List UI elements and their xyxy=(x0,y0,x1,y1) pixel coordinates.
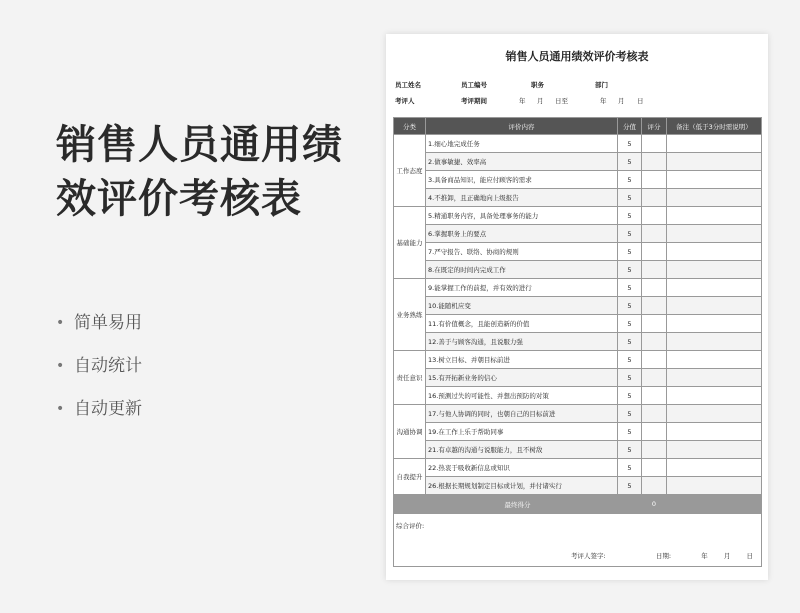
feature-label: 自动更新 xyxy=(74,399,142,419)
item-text: 11.有价值概念，且能创造新的价值 xyxy=(426,315,618,333)
note-cell[interactable] xyxy=(667,333,762,351)
comment-area[interactable] xyxy=(394,514,762,567)
item-text: 12.善于与顾客沟通，且说服力强 xyxy=(426,333,618,351)
bullet-icon: • xyxy=(56,315,65,331)
table-row xyxy=(394,261,762,279)
item-text: 16.预测过失的可能性、并想出预防的对策 xyxy=(426,387,618,405)
header-category: 分类 xyxy=(394,118,426,135)
total-note-cell xyxy=(667,495,762,514)
employee-name-label: 员工姓名 xyxy=(395,81,421,89)
rating-cell[interactable] xyxy=(642,189,667,207)
item-score: 5 xyxy=(618,135,642,153)
employee-id-label: 员工编号 xyxy=(461,81,487,89)
rating-cell[interactable] xyxy=(642,279,667,297)
item-text: 17.与他人协调的同时，也朝自己的目标前进 xyxy=(426,405,618,423)
table-row xyxy=(394,459,762,477)
item-score: 5 xyxy=(618,297,642,315)
item-text: 8.在既定的时间内完成工作 xyxy=(426,261,618,279)
table-row xyxy=(394,369,762,387)
rating-cell[interactable] xyxy=(642,459,667,477)
table-row xyxy=(394,243,762,261)
note-cell[interactable] xyxy=(667,279,762,297)
table-row xyxy=(394,153,762,171)
evaluator-label: 考评人 xyxy=(395,97,415,105)
item-score: 5 xyxy=(618,315,642,333)
item-text: 2.做事敏捷、效率高 xyxy=(426,153,618,171)
note-cell[interactable] xyxy=(667,135,762,153)
table-row xyxy=(394,207,762,225)
rating-cell[interactable] xyxy=(642,441,667,459)
item-score: 5 xyxy=(618,459,642,477)
item-score: 5 xyxy=(618,279,642,297)
item-text: 21.有卓越的沟通与说服能力，且不树敌 xyxy=(426,441,618,459)
period-start-year: 年 xyxy=(519,97,526,105)
note-cell[interactable] xyxy=(667,423,762,441)
total-row xyxy=(394,495,762,514)
date-month: 月 xyxy=(723,552,731,560)
note-cell[interactable] xyxy=(667,243,762,261)
category-cell: 业务熟练 xyxy=(394,279,426,351)
header-score: 分值 xyxy=(618,118,642,135)
feature-label: 简单易用 xyxy=(74,313,142,333)
date-label: 日期: xyxy=(655,552,672,560)
table-row xyxy=(394,225,762,243)
period-start-day-to: 日至 xyxy=(555,97,568,105)
feature-label: 自动统计 xyxy=(74,356,142,376)
rating-cell[interactable] xyxy=(642,405,667,423)
item-text: 15.有开拓新业务的信心 xyxy=(426,369,618,387)
position-label: 职务 xyxy=(531,81,544,89)
item-text: 1.细心地完成任务 xyxy=(426,135,618,153)
item-score: 5 xyxy=(618,207,642,225)
item-score: 5 xyxy=(618,405,642,423)
table-row xyxy=(394,135,762,153)
item-score: 5 xyxy=(618,423,642,441)
item-score: 5 xyxy=(618,351,642,369)
period-start-month: 月 xyxy=(537,97,544,105)
item-text: 3.具备商品知识，能应付顾客的需求 xyxy=(426,171,618,189)
period-end-year: 年 xyxy=(600,97,607,105)
feature-item xyxy=(56,398,142,441)
header-content: 评价内容 xyxy=(426,118,618,135)
rating-cell[interactable] xyxy=(642,477,667,495)
header-rating: 评分 xyxy=(642,118,667,135)
item-text: 7.严守报告、联络、协商的规则 xyxy=(426,243,618,261)
evaluation-table xyxy=(393,117,762,567)
table-row xyxy=(394,477,762,495)
rating-cell[interactable] xyxy=(642,387,667,405)
rating-cell[interactable] xyxy=(642,225,667,243)
table-row xyxy=(394,189,762,207)
category-cell: 工作态度 xyxy=(394,135,426,207)
note-cell[interactable] xyxy=(667,405,762,423)
header-note: 备注（低于3分时需说明） xyxy=(667,118,762,135)
note-cell[interactable] xyxy=(667,297,762,315)
signature-label: 考评人签字: xyxy=(570,552,606,560)
item-text: 26.根据长期规划制定目标或计划，并付诸实行 xyxy=(426,477,618,495)
table-row xyxy=(394,423,762,441)
table-row xyxy=(394,387,762,405)
period-end-month: 月 xyxy=(618,97,625,105)
note-cell[interactable] xyxy=(667,207,762,225)
rating-cell[interactable] xyxy=(642,243,667,261)
rating-cell[interactable] xyxy=(642,351,667,369)
item-score: 5 xyxy=(618,441,642,459)
note-cell[interactable] xyxy=(667,171,762,189)
note-cell[interactable] xyxy=(667,351,762,369)
bullet-icon: • xyxy=(56,401,65,417)
total-label: 最终得分 xyxy=(394,495,642,514)
comment-label: 综合评价: xyxy=(396,522,425,530)
note-cell[interactable] xyxy=(667,387,762,405)
item-text: 22.热衷于吸收新信息或知识 xyxy=(426,459,618,477)
item-score: 5 xyxy=(618,369,642,387)
note-cell[interactable] xyxy=(667,459,762,477)
item-score: 5 xyxy=(618,225,642,243)
rating-cell[interactable] xyxy=(642,135,667,153)
item-text: 13.树立目标、并朝目标前进 xyxy=(426,351,618,369)
headline xyxy=(56,118,343,226)
note-cell[interactable] xyxy=(667,315,762,333)
rating-cell[interactable] xyxy=(642,261,667,279)
rating-cell[interactable] xyxy=(642,207,667,225)
rating-cell[interactable] xyxy=(642,333,667,351)
item-text: 19.在工作上乐于帮助同事 xyxy=(426,423,618,441)
category-cell: 责任意识 xyxy=(394,351,426,405)
note-cell[interactable] xyxy=(667,441,762,459)
rating-cell[interactable] xyxy=(642,297,667,315)
item-text: 4.不推卸，且正确地向上级报告 xyxy=(426,189,618,207)
sheet-title: 销售人员通用绩效评价考核表 xyxy=(505,50,649,63)
item-score: 5 xyxy=(618,243,642,261)
category-cell: 沟通协调 xyxy=(394,405,426,459)
item-score: 5 xyxy=(618,189,642,207)
headline-line-1: 销售人员通用绩 xyxy=(56,122,343,168)
item-score: 5 xyxy=(618,153,642,171)
item-text: 5.精通职务内容，具备处理事务的能力 xyxy=(426,207,618,225)
item-score: 5 xyxy=(618,171,642,189)
table-row xyxy=(394,297,762,315)
rating-cell[interactable] xyxy=(642,153,667,171)
table-row xyxy=(394,279,762,297)
rating-cell[interactable] xyxy=(642,369,667,387)
bullet-icon: • xyxy=(56,358,65,374)
item-score: 5 xyxy=(618,333,642,351)
summary-row xyxy=(394,514,762,567)
headline-line-2: 效评价考核表 xyxy=(56,176,302,222)
rating-cell[interactable] xyxy=(642,171,667,189)
period-end-day: 日 xyxy=(637,97,644,105)
table-row xyxy=(394,351,762,369)
item-score: 5 xyxy=(618,261,642,279)
item-text: 9.能掌握工作的前提，并有效的进行 xyxy=(426,279,618,297)
feature-item xyxy=(56,312,142,355)
table-row xyxy=(394,315,762,333)
category-cell: 自我提升 xyxy=(394,459,426,495)
note-cell[interactable] xyxy=(667,225,762,243)
table-header-row xyxy=(394,118,762,135)
evaluation-sheet xyxy=(386,34,768,580)
note-cell[interactable] xyxy=(667,153,762,171)
category-cell: 基础能力 xyxy=(394,207,426,279)
rating-cell[interactable] xyxy=(642,315,667,333)
date-year: 年 xyxy=(701,552,708,560)
note-cell[interactable] xyxy=(667,369,762,387)
table-row xyxy=(394,333,762,351)
department-label: 部门 xyxy=(595,81,608,89)
note-cell[interactable] xyxy=(667,261,762,279)
table-row xyxy=(394,441,762,459)
total-value: 0 xyxy=(642,495,667,514)
note-cell[interactable] xyxy=(667,477,762,495)
rating-cell[interactable] xyxy=(642,423,667,441)
item-text: 10.能随机应变 xyxy=(426,297,618,315)
table-row xyxy=(394,405,762,423)
signature-line xyxy=(571,551,753,560)
item-score: 5 xyxy=(618,477,642,495)
period-label: 考评期间 xyxy=(461,97,487,105)
item-score: 5 xyxy=(618,387,642,405)
feature-list xyxy=(56,312,142,441)
feature-item xyxy=(56,355,142,398)
date-day: 日 xyxy=(746,552,753,560)
note-cell[interactable] xyxy=(667,189,762,207)
item-text: 6.掌握职务上的要点 xyxy=(426,225,618,243)
table-row xyxy=(394,171,762,189)
